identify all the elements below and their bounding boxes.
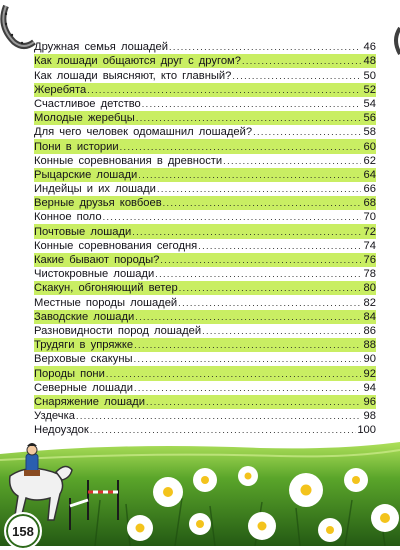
toc-leader-dots xyxy=(155,267,361,281)
toc-entry xyxy=(34,409,376,423)
toc-entry-title: Конное поло xyxy=(34,211,102,224)
toc-entry-title: Индейцы и их лошади xyxy=(34,183,156,196)
toc-entry-page: 72 xyxy=(363,225,376,238)
toc-entry xyxy=(34,125,376,139)
toc-entry-title: Как лошади общаются друг с другом? xyxy=(34,55,241,68)
toc-entry-title: Недоуздок xyxy=(34,424,89,437)
toc-entry-page: 76 xyxy=(363,254,376,266)
horseshoe-edge-icon xyxy=(388,26,400,56)
meadow-illustration xyxy=(0,440,400,546)
toc-entry-title: Уздечка xyxy=(34,410,75,423)
toc-entry xyxy=(34,97,376,111)
toc-entry-page: 78 xyxy=(363,268,376,281)
toc-entry xyxy=(34,423,376,437)
toc-leader-dots xyxy=(90,423,357,437)
toc-entry-page: 86 xyxy=(363,324,376,337)
toc-leader-dots xyxy=(138,168,361,182)
toc-entry xyxy=(34,40,376,54)
toc-entry-title: Северные лошади xyxy=(34,381,133,394)
toc-entry-title: Чистокровные лошади xyxy=(34,268,155,281)
toc-leader-dots xyxy=(232,69,361,83)
toc-entry xyxy=(34,366,376,380)
table-of-contents xyxy=(34,40,376,437)
toc-entry-page: 90 xyxy=(363,353,376,366)
toc-entry-title: Какие бывают породы? xyxy=(34,254,160,266)
toc-leader-dots xyxy=(120,140,361,154)
toc-leader-dots xyxy=(223,154,361,168)
toc-entry-title: Конные соревнования в древности xyxy=(34,154,223,167)
toc-entry-page: 94 xyxy=(363,381,376,394)
toc-leader-dots xyxy=(76,409,361,423)
toc-entry-page: 56 xyxy=(363,112,376,125)
toc-entry xyxy=(34,352,376,366)
toc-entry-page: 84 xyxy=(363,310,376,323)
toc-entry-title: Разновидности пород лошадей xyxy=(34,324,202,337)
toc-entry-page: 80 xyxy=(363,282,376,295)
toc-entry-page: 70 xyxy=(363,211,376,224)
toc-entry-page: 88 xyxy=(363,339,376,352)
toc-entry xyxy=(34,54,376,68)
toc-entry-title: Трудяги в упряжке xyxy=(34,339,134,352)
page-number: 158 xyxy=(12,523,34,539)
toc-leader-dots xyxy=(132,225,361,239)
toc-entry xyxy=(34,281,376,295)
toc-leader-dots xyxy=(169,40,361,54)
toc-entry-page: 64 xyxy=(363,168,376,181)
toc-leader-dots xyxy=(135,310,361,324)
toc-entry-title: Счастливое детство xyxy=(34,97,141,110)
toc-entry xyxy=(34,83,376,97)
toc-entry xyxy=(34,239,376,253)
toc-entry-title: Для чего человек одомашнил лошадей? xyxy=(34,126,253,139)
toc-leader-dots xyxy=(87,83,361,97)
toc-leader-dots xyxy=(198,239,361,253)
toc-entry-page: 82 xyxy=(363,296,376,309)
toc-entry xyxy=(34,324,376,338)
toc-leader-dots xyxy=(163,196,361,210)
page-number-badge xyxy=(4,512,42,550)
toc-entry xyxy=(34,210,376,224)
toc-leader-dots xyxy=(253,125,361,139)
toc-entry-title: Пони в истории xyxy=(34,140,119,153)
toc-entry-page: 98 xyxy=(363,410,376,423)
toc-entry-page: 92 xyxy=(363,367,376,380)
toc-leader-dots xyxy=(142,97,361,111)
toc-entry-title: Верховые скакуны xyxy=(34,353,133,366)
toc-leader-dots xyxy=(106,367,361,381)
toc-entry xyxy=(34,310,376,324)
toc-entry-title: Молодые жеребцы xyxy=(34,112,135,125)
toc-entry-title: Скакун, обгоняющий ветер xyxy=(34,282,178,295)
toc-leader-dots xyxy=(103,210,361,224)
toc-leader-dots xyxy=(178,296,361,310)
toc-leader-dots xyxy=(134,352,361,366)
toc-entry-page: 100 xyxy=(357,424,376,437)
toc-entry-page: 96 xyxy=(363,395,376,408)
toc-entry-page: 54 xyxy=(363,97,376,110)
toc-entry-page: 48 xyxy=(363,55,376,68)
toc-leader-dots xyxy=(134,381,361,395)
toc-entry-page: 46 xyxy=(363,41,376,54)
toc-entry-page: 74 xyxy=(363,239,376,252)
toc-entry-title: Снаряжение лошади xyxy=(34,395,145,408)
toc-entry-title: Породы пони xyxy=(34,367,105,380)
toc-entry-page: 68 xyxy=(363,197,376,210)
toc-entry-page: 62 xyxy=(363,154,376,167)
toc-leader-dots xyxy=(242,54,361,68)
toc-entry-page: 50 xyxy=(363,69,376,82)
toc-leader-dots xyxy=(179,281,361,295)
toc-entry-page: 58 xyxy=(363,126,376,139)
toc-entry xyxy=(34,111,376,125)
toc-entry xyxy=(34,68,376,82)
toc-entry xyxy=(34,253,376,267)
toc-entry-title: Как лошади выясняют, кто главный? xyxy=(34,69,232,82)
toc-entry xyxy=(34,338,376,352)
toc-entry xyxy=(34,168,376,182)
toc-leader-dots xyxy=(202,324,361,338)
toc-entry xyxy=(34,381,376,395)
toc-entry-title: Верные друзья ковбоев xyxy=(34,197,162,210)
toc-entry-title: Конные соревнования сегодня xyxy=(34,239,198,252)
toc-leader-dots xyxy=(160,253,361,267)
toc-entry xyxy=(34,267,376,281)
toc-entry-title: Жеребята xyxy=(34,83,87,96)
toc-leader-dots xyxy=(157,182,361,196)
toc-entry-page: 60 xyxy=(363,140,376,153)
toc-entry xyxy=(34,196,376,210)
toc-entry xyxy=(34,139,376,153)
toc-entry-page: 66 xyxy=(363,183,376,196)
toc-entry xyxy=(34,154,376,168)
toc-entry xyxy=(34,224,376,238)
toc-entry-page: 52 xyxy=(363,83,376,96)
toc-entry xyxy=(34,395,376,409)
toc-entry-title: Местные породы лошадей xyxy=(34,296,178,309)
toc-entry xyxy=(34,295,376,309)
toc-entry xyxy=(34,182,376,196)
toc-entry-title: Заводские лошади xyxy=(34,310,135,323)
toc-leader-dots xyxy=(136,111,361,125)
toc-leader-dots xyxy=(146,395,361,409)
toc-entry-title: Рыцарские лошади xyxy=(34,168,138,181)
toc-entry-title: Дружная семья лошадей xyxy=(34,41,169,54)
toc-leader-dots xyxy=(134,338,361,352)
toc-entry-title: Почтовые лошади xyxy=(34,225,132,238)
